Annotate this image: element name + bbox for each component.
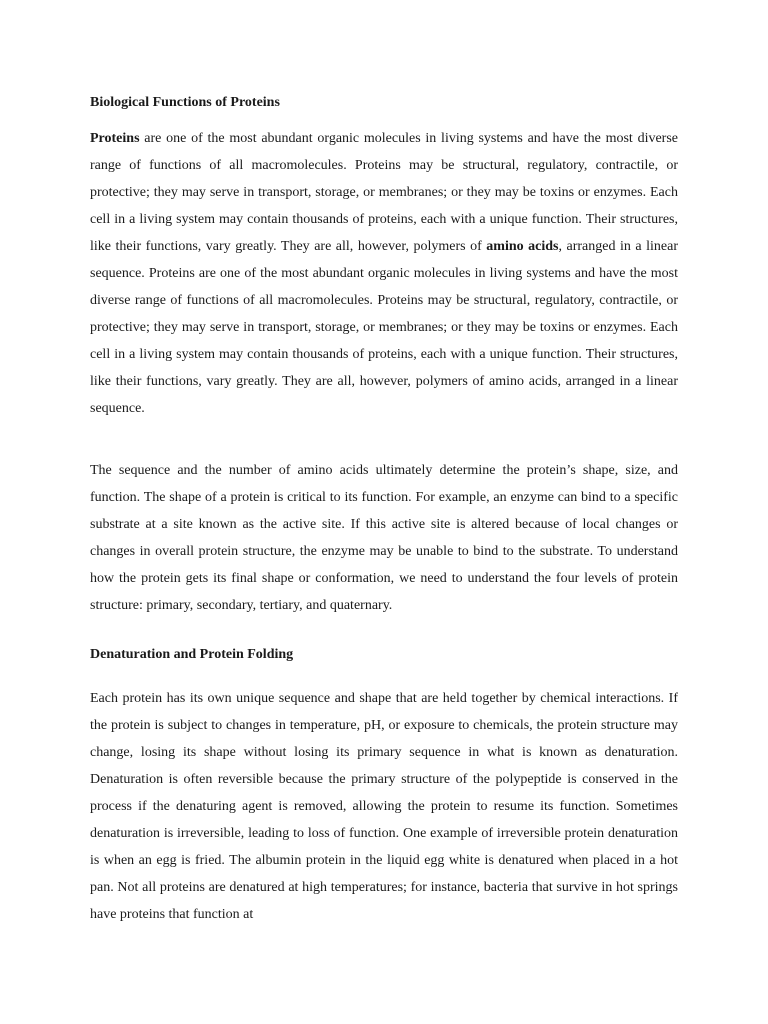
- paragraph-text: , arranged in a linear sequence. Proteins are one of the most abundant organic molecules in living systems and have the most diverse range of functions of all macromolecules. Proteins may be structural, regulatory, contractile, or protective; they may serve in transport, storage, or membranes; or they may be toxins or enzymes. Each cell in a living system may contain thousands of proteins, each with a unique function. Their structures, like their functions, vary greatly. They are all, however, polymers of amino acids, arranged in a linear sequence.: [90, 239, 678, 416]
- paragraph-proteins-intro: [90, 125, 678, 422]
- paragraph-protein-shape: The sequence and the number of amino acids ultimately determine the protein’s shape, size, and function. The shape of a protein is critical to its function. For example, an enzyme can bind to a specific substrate at a site known as the active site. If this active site is altered because of local changes or changes in overall protein structure, the enzyme may be unable to bind to the substrate. To understand how the protein gets its final shape or conformation, we need to understand the four levels of protein structure: primary, secondary, tertiary, and quaternary.: [90, 463, 678, 613]
- bold-term-amino-acids: amino acids: [486, 239, 559, 254]
- section-heading-denaturation: Denaturation and Protein Folding: [90, 647, 294, 662]
- bold-term-proteins: Proteins: [90, 131, 140, 146]
- paragraph-denaturation: Each protein has its own unique sequence and shape that are held together by chemical interactions. If the protein is subject to changes in temperature, pH, or exposure to chemicals, the protein structure may change, losing its shape without losing its primary sequence in what is known as denaturation. Denaturation is often reversible because the primary structure of the polypeptide is conserved in the process if the denaturing agent is removed, allowing the protein to resume its function. Sometimes denaturation is irreversible, leading to loss of function. One example of irreversible protein denaturation is when an egg is fried. The albumin protein in the liquid egg white is denatured when placed in a hot pan. Not all proteins are denatured at high temperatures; for instance, bacteria that survive in hot springs have proteins that function at: [90, 691, 678, 922]
- section-heading-biological-functions: Biological Functions of Proteins: [90, 95, 280, 110]
- paragraph-text: are one of the most abundant organic molecules in living systems and have the most diverse range of functions of all macromolecules. Proteins may be structural, regulatory, contractile, or protective; they may serve in transport, storage, or membranes; or they may be toxins or enzymes. Each cell in a living system may contain thousands of proteins, each with a unique function. Their structures, like their functions, vary greatly. They are all, however, polymers of: [90, 131, 678, 254]
